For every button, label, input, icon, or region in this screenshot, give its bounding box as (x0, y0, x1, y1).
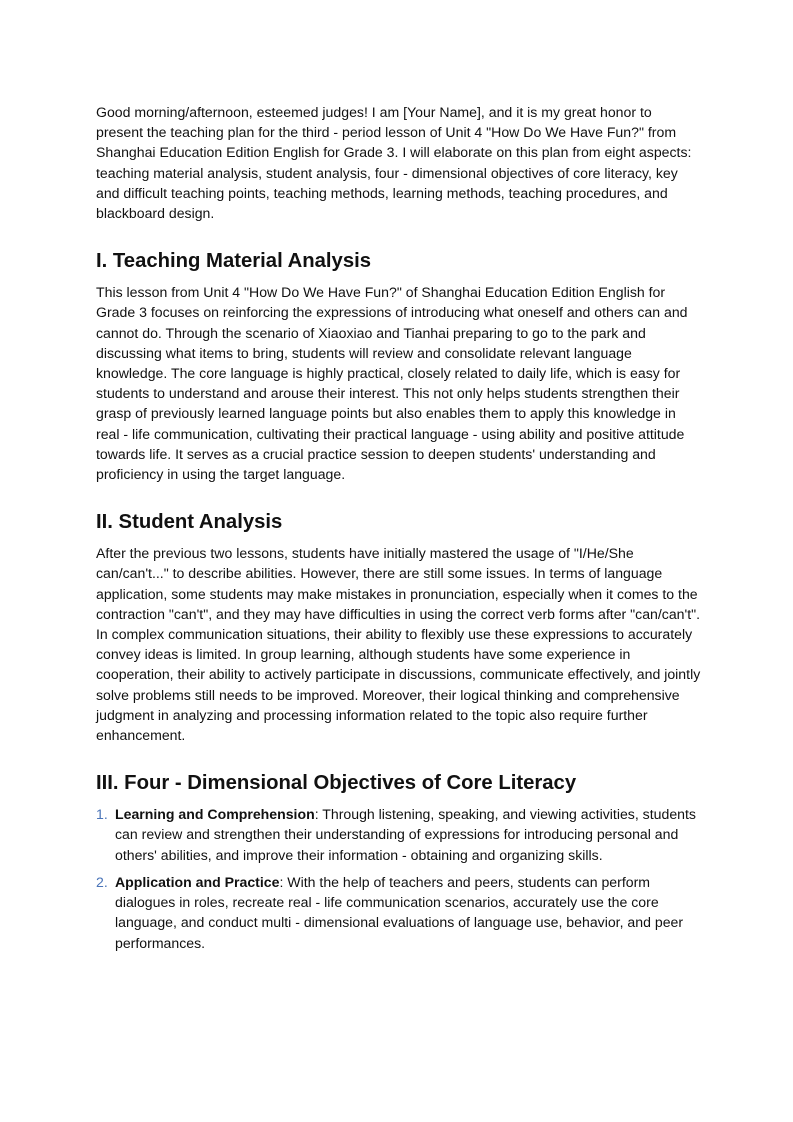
document-page (96, 102, 702, 960)
list-item (96, 872, 702, 953)
list-item (96, 804, 702, 865)
section-title-teaching-material-analysis: I. Teaching Material Analysis (96, 250, 372, 273)
section-body-teaching-material-analysis: This lesson from Unit 4 "How Do We Have Fun?" of Shanghai Education Edition English for Grade 3 focuses on reinforcing the expressions of introducing what oneself and others can and cannot do. Through the scenario of Xiaoxiao and Tianhai preparing to go to the park and discussing what items to bring, students will review and consolidate relevant language knowledge. The core language is highly practical, closely related to daily life, which is easy for students to understand and arouse their interest. This not only helps students strengthen their grasp of previously learned language points but also enables them to apply this knowledge in real - life communication, cultivating their practical language - using ability and positive attitude towards life. It serves as a crucial practice session to deepen students' understanding and proficiency in using the target language. (96, 284, 688, 483)
list-item-term: Learning and Comprehension (115, 806, 315, 823)
list-item-text: : With the help of teachers and peers, students can perform dialogues in roles, recreate real - life communication scenarios, accurately use the core language, and conduct multi - dimensional evaluations of language use, behavior, and peer performances. (115, 873, 684, 951)
list-item-number: 2. (96, 873, 108, 890)
section-title-core-literacy-objectives: III. Four - Dimensional Objectives of Core Literacy (96, 772, 577, 795)
section-body-student-analysis: After the previous two lessons, students have initially mastered the usage of "I/He/She can/can't..." to describe abilities. However, there are still some issues. In terms of language application, some students may make mistakes in pronunciation, especially when it comes to the contraction "can't", and they may have difficulties in using the correct verb forms after "can/can't". In complex communication situations, their ability to flexibly use these expressions to accurately convey ideas is limited. In group learning, although students have some experience in cooperation, their ability to actively participate in discussions, communicate effectively, and jointly solve problems still needs to be improved. Moreover, their logical thinking and comprehensive judgment in analyzing and processing information related to the topic also require further enhancement. (96, 545, 701, 744)
intro-paragraph: Good morning/afternoon, esteemed judges! I am [Your Name], and it is my great honor to present the teaching plan for the third - period lesson of Unit 4 "How Do We Have Fun?" from Shanghai Education Edition English for Grade 3. I will elaborate on this plan from eight aspects: teaching material analysis, student analysis, four - dimensional objectives of core literacy, key and difficult teaching points, teaching methods, learning methods, teaching procedures, and blackboard design. (96, 104, 692, 222)
objectives-list (96, 804, 702, 952)
list-item-text: : Through listening, speaking, and viewing activities, students can review and strengthen their understanding of expressions for introducing personal and others' abilities, and improve their information - obtaining and organizing skills. (115, 806, 696, 863)
section-title-student-analysis: II. Student Analysis (96, 511, 283, 534)
list-item-number: 1. (96, 806, 108, 823)
list-item-term: Application and Practice (115, 873, 280, 890)
